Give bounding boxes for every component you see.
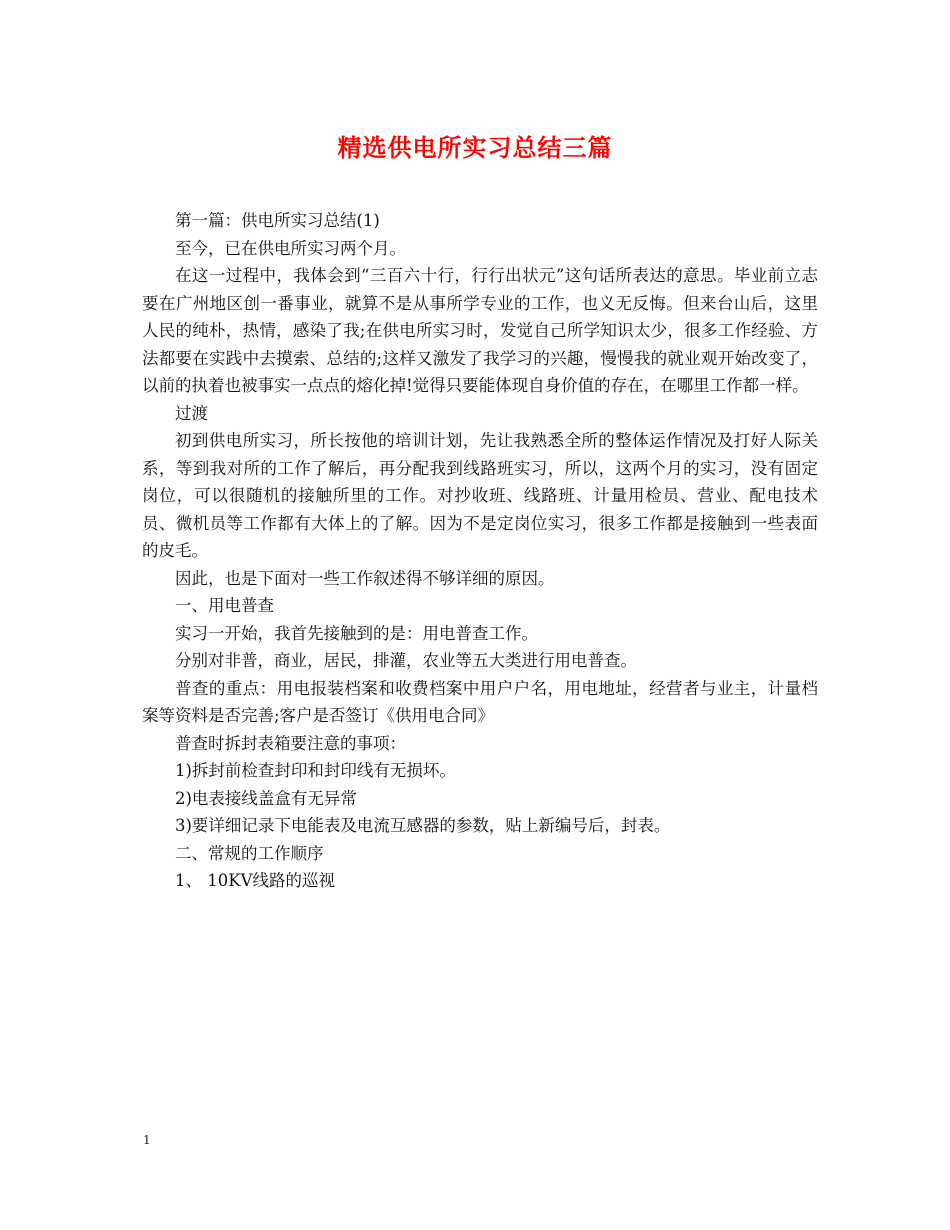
paragraph: 至今，已在供电所实习两个月。 xyxy=(175,238,406,258)
page-number: 1 xyxy=(143,1133,151,1147)
paragraph: 在这一过程中，我体会到“三百六十行，行行出状元”这句话所表达的意思。毕业前立志要在广州地区创一番事业，就算不是从事所学专业的工作，也义无反悔。但来台山后，这里人民的纯朴，热情，感染了我;在供电所实习时，发觉自己所学知识太少，很多工作经验、方法都要在实践中去摸索、总结的;这样又激发了我学习的兴趣，慢慢我的就业观开始改变了，以前的执着也被事实一点点的熔化掉!觉得只要能体现自身价值的存在，在哪里工作都一样。 xyxy=(142,266,818,395)
paragraph: 实习一开始，我首先接触到的是：用电普查工作。 xyxy=(175,623,538,643)
list-item: 1、 10KV线路的巡视 xyxy=(175,871,335,890)
section-heading-usage-survey: 一、用电普查 xyxy=(175,596,274,615)
document-title: 精选供电所实习总结三篇 xyxy=(337,133,613,162)
paragraph-heading-transition: 过渡 xyxy=(175,403,208,423)
paragraph: 普查的重点：用电报装档案和收费档案中用户户名，用电地址，经营者与业主，计量档案等资料是否完善;客户是否签订《供用电合同》 xyxy=(142,678,818,725)
document-body xyxy=(142,207,818,895)
list-item: 2)电表接线盖盒有无异常 xyxy=(175,788,357,808)
paragraph-chapter-heading: 第一篇：供电所实习总结(1) xyxy=(175,211,380,230)
paragraph: 分别对非普，商业，居民，排灌，农业等五大类进行用电普查。 xyxy=(175,651,637,670)
section-heading-work-order: 二、常规的工作顺序 xyxy=(175,843,324,863)
paragraph: 因此，也是下面对一些工作叙述得不够详细的原因。 xyxy=(175,568,555,588)
paragraph: 普查时拆封表箱要注意的事项： xyxy=(175,733,406,753)
list-item: 1)拆封前检查封印和封印线有无损坏。 xyxy=(175,761,456,780)
list-item: 3)要详细记录下电能表及电流互感器的参数，贴上新编号后，封表。 xyxy=(175,816,671,835)
paragraph: 初到供电所实习，所长按他的培训计划，先让我熟悉全所的整体运作情况及打好人际关系，等到我对所的工作了解后，再分配我到线路班实习，所以，这两个月的实习，没有固定岗位，可以很随机的接触所里的工作。对抄收班、线路班、计量用检员、营业、配电技术员、微机员等工作都有大体上的了解。因为不是定岗位实习，很多工作都是接触到一些表面的皮毛。 xyxy=(142,431,818,560)
